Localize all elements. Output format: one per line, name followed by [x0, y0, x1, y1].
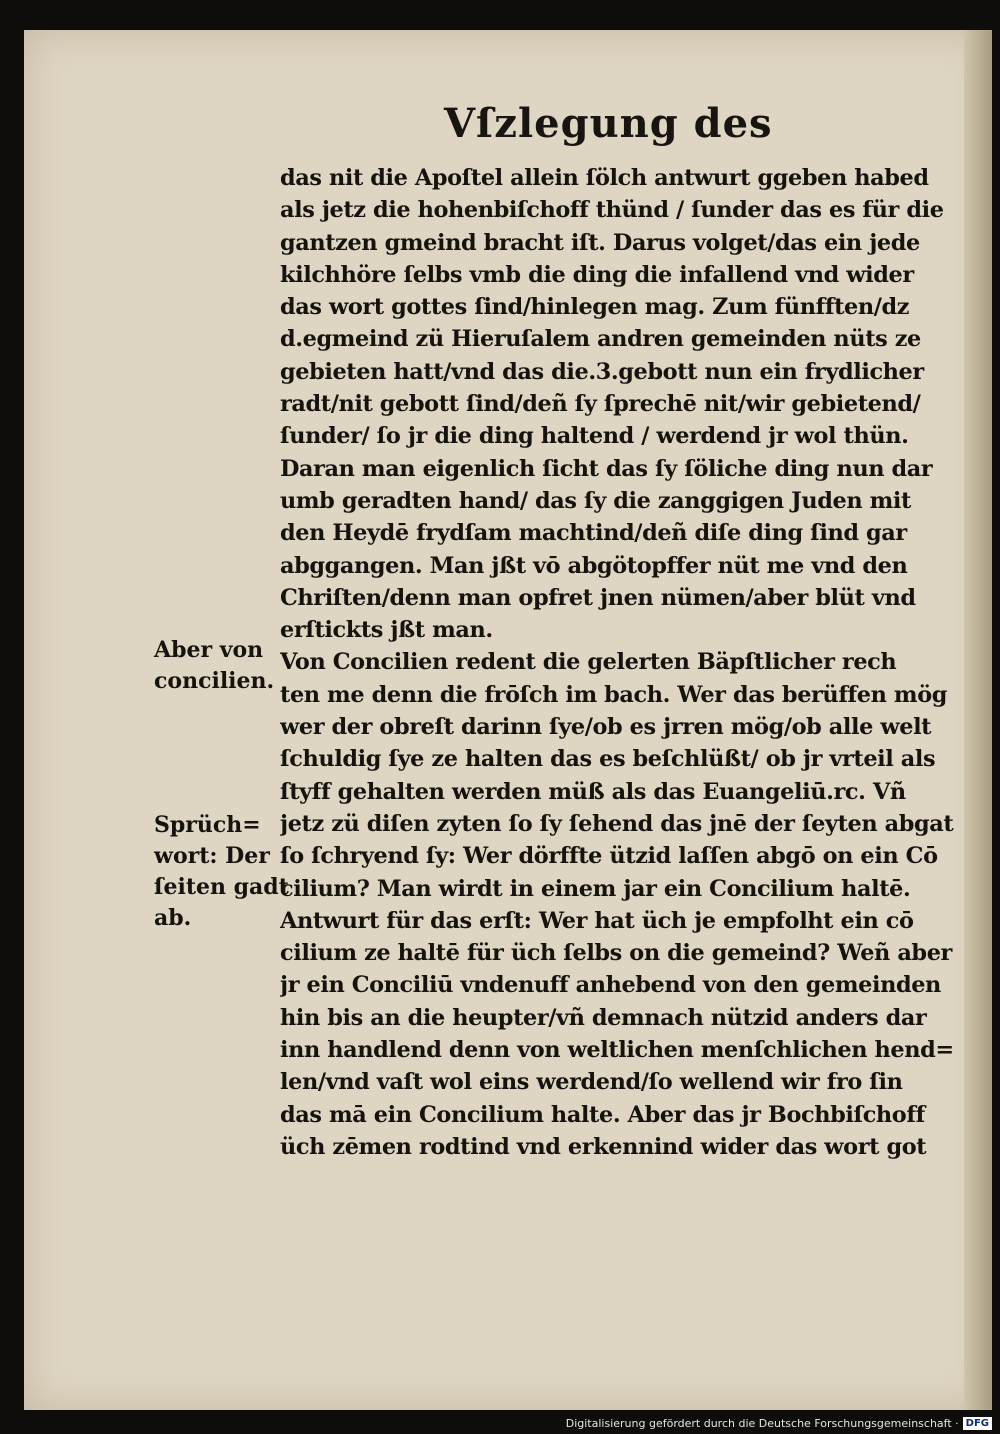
text-line: umb geradten hand/ das ſy die zanggigen Juden mit: [280, 487, 911, 514]
text-line: d.egmeind zü Hieruſalem andren gemeinden nüts ze: [280, 326, 921, 353]
text-line: den Heydē frydſam machtind/deñ diſe ding ſind gar: [280, 520, 907, 547]
text-line: ſo ſchryend ſy: Wer dörffte ützid laſſen abgō on ein Cō: [280, 843, 938, 870]
text-line: das nit die Apoſtel allein ſölch antwurt ggeben habed: [280, 165, 929, 191]
margin-note-line: ſeiten gadt: [154, 874, 289, 900]
margin-note-line: Aber von: [154, 637, 264, 663]
text-line: inn handlend denn von weltlichen menſchlichen hend=: [280, 1037, 954, 1064]
text-line: das mā ein Concilium halte. Aber das jr Bochbiſchoff: [280, 1101, 925, 1128]
text-line: ſunder/ ſo jr die ding haltend / werdend jr wol thün.: [280, 423, 909, 450]
credit-text: Digitalisierung gefördert durch die Deutsche Forschungsgemeinschaft ·: [565, 1417, 959, 1430]
text-line: kilchhöre ſelbs vmb die ding die infallend vnd wider: [280, 261, 914, 288]
body-text: [280, 162, 960, 1163]
running-head: Vſzlegung des: [444, 100, 773, 147]
text-line: jr ein Conciliū vndenuff anhebend von den gemeinden: [280, 972, 941, 999]
text-line: als jetz die hohenbiſchoff thünd / ſunder das es für die: [280, 197, 944, 224]
text-line: len/vnd vaſt wol eins werdend/ſo wellend wir fro ſin: [280, 1069, 903, 1096]
text-line: Antwurt für das erſt: Wer hat üch je empfolht ein cō: [280, 907, 914, 934]
text-line: erſtickts jßt man.: [280, 617, 493, 644]
text-line: wer der obreſt darinn ſye/ob es jrren mög/ob alle welt: [280, 714, 932, 741]
text-line: jetz zü diſen zyten ſo ſy ſehend das jnē der ſeyten abgat: [280, 810, 954, 837]
text-line: ten me denn die frōſch im bach. Wer das berüffen mög: [280, 681, 947, 708]
digitization-credit: [566, 1417, 992, 1430]
margin-note-line: Sprüch=: [154, 812, 261, 838]
text-line: gantzen gmeind bracht iſt. Darus volget/das ein jede: [280, 229, 920, 256]
margin-note-line: concilien.: [154, 668, 275, 694]
margin-note-concilien: [154, 635, 289, 697]
book-page: [24, 30, 992, 1410]
margin-note-line: ab.: [154, 905, 192, 931]
text-line: cilium? Man wirdt in einem jar ein Concilium haltē.: [280, 875, 911, 902]
text-line: üch zēmen rodtind vnd erkennind wider das wort got: [280, 1133, 927, 1160]
text-line: das wort gottes ſind/hinlegen mag. Zum fünfften/dz: [280, 294, 910, 321]
text-line: ſtyff gehalten werden müß als das Euangeliū.rc. Vñ: [280, 778, 906, 805]
margin-note-sprichwort: [154, 810, 289, 934]
text-line: abggangen. Man jßt vō abgötopffer nüt me vnd den: [280, 552, 908, 579]
text-line: ſchuldig ſye ze halten das es beſchlüßt/ ob jr vrteil als: [280, 746, 936, 773]
text-line: Chriſten/denn man opfret jnen nümen/aber blüt vnd: [280, 584, 916, 611]
dfg-logo: DFG: [963, 1417, 992, 1430]
text-line: Daran man eigenlich ſicht das ſy ſöliche ding nun dar: [280, 455, 933, 482]
text-line: radt/nit gebott ſind/deñ ſy ſprechē nit/wir gebietend/: [280, 391, 921, 418]
text-line: gebieten hatt/vnd das die.3.gebott nun ein frydlicher: [280, 358, 924, 385]
text-line: hin bis an die heupter/vñ demnach nützid anders dar: [280, 1004, 927, 1031]
text-line: Von Concilien redent die gelerten Bäpſtlicher rech: [280, 649, 897, 676]
text-line: cilium ze haltē für üch ſelbs on die gemeind? Weñ aber: [280, 940, 952, 967]
page-edge: [964, 30, 992, 1410]
margin-note-line: wort: Der: [154, 843, 270, 869]
